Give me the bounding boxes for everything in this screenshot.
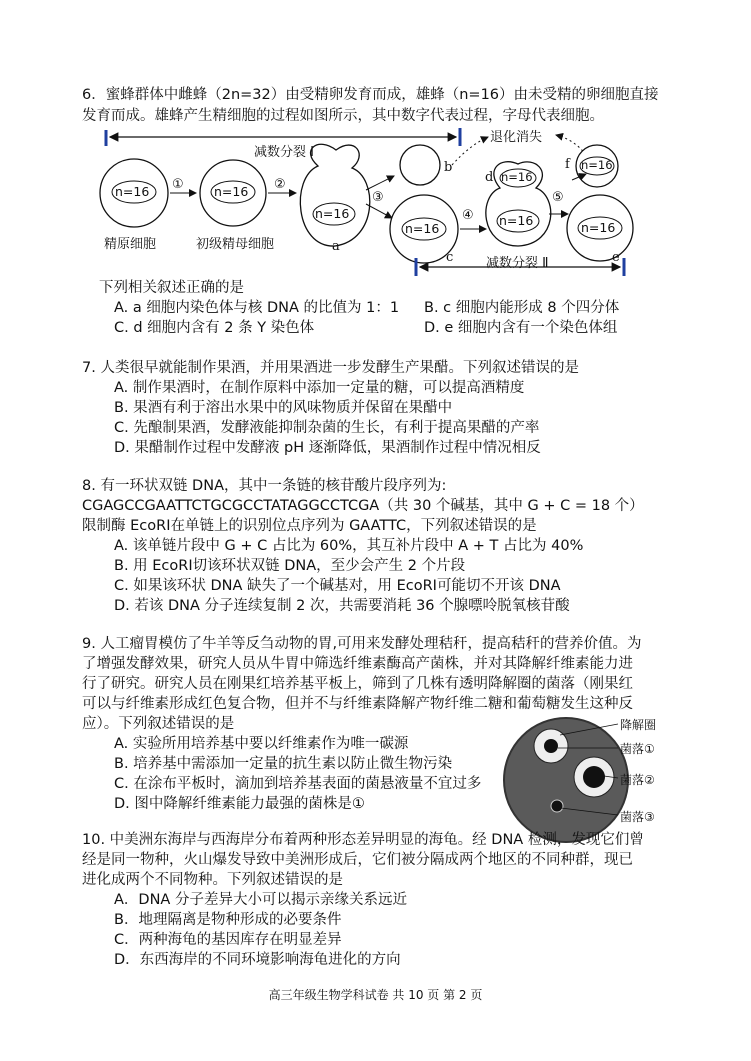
q10-stem-line2: 经是同一物种，火山爆发导致中美洲形成后，它们被分隔成两个地区的不同种群，现已 [82,852,633,868]
q6-option-c: C. d 细胞内含有 2 条 Y 染色体 [114,320,315,336]
q9-stem-line1: 9. 人工瘤胃模仿了牛羊等反刍动物的胃,可用来发酵处理秸秆，提高秸秆的营养价值。为 [82,636,642,652]
cell-label-primary-n: n=16 [214,184,249,199]
degradation-zone-label: 降解圈 [620,718,657,732]
petri-dish-figure [504,718,628,842]
q10-option-c: C．两种海龟的基因库存在明显差异 [114,932,342,948]
q7-stem: 7. 人类很早就能制作果酒，并用果酒进一步发酵生产果醋。下列叙述错误的是 [82,360,579,376]
cell-e-letter: e [612,250,620,265]
cell-label-d-n: n=16 [499,213,534,228]
q10-stem-line3: 进化成两个不同物种。下列叙述错误的是 [82,872,343,888]
q7-option-c: C. 先酿制果酒，发酵液能抑制杂菌的生长，有利于提高果醋的产率 [114,420,540,436]
cell-label-f-n: n=16 [581,158,613,172]
cell-label-d-top-n: n=16 [501,170,533,184]
cell-c-letter: c [446,250,454,265]
q7-option-b: B. 果酒有利于溶出水果中的风味物质并保留在果醋中 [114,400,453,416]
q8-stem-line1: 8. 有一环状双链 DNA，其中一条链的核苷酸片段序列为: [82,478,447,494]
meiosis2-label: 减数分裂 Ⅱ [486,256,549,271]
q6-question: 下列相关叙述正确的是 [99,280,244,296]
cell-d-letter: d [485,170,494,185]
step-1-label: ① [172,177,184,192]
q6-stem-line2: 发育而成。雄蜂产生精细胞的过程如图所示，其中数字代表过程，字母代表细胞。 [82,108,604,124]
cell-label-c-n: n=16 [405,221,440,236]
q10-option-b: B．地理隔离是物种形成的必要条件 [114,912,342,928]
cell-label-e-n: n=16 [581,220,616,235]
q9-option-b: B. 培养基中需添加一定量的抗生素以防止微生物污染 [114,756,453,772]
page-footer: 高三年级生物学科试卷 共 10 页 第 2 页 [268,988,483,1002]
degenerate-label: 退化消失 [490,130,543,145]
cell-a-letter: a [332,239,340,254]
q8-stem-line3: 限制酶 EcoRI在单链上的识别位点序列为 GAATTC，下列叙述错误的是 [82,518,537,534]
q9-option-a: A. 实验所用培养基中要以纤维素作为唯一碳源 [114,736,409,752]
colony-1-label: 菌落① [620,742,655,756]
q9-stem-line4: 可以与纤维素形成红色复合物，但并不与纤维素降解产物纤维二糖和葡萄糖发生这种反 [82,696,633,712]
q10-stem-line1: 10. 中美洲东海岸与西海岸分布着两种形态差异明显的海龟。经 DNA 检测，发现它们曾 [82,832,644,848]
q8-option-a: A. 该单链片段中 G + C 占比为 60%，其互补片段中 A + T 占比为 40% [114,538,584,554]
q8-option-b: B. 用 EcoRI切该环状双链 DNA，至少会产生 2 个片段 [114,558,466,574]
primary-spermatocyte-label: 初级精母细胞 [196,237,275,252]
q10-option-a: A．DNA 分子差异大小可以揭示亲缘关系远近 [114,892,407,908]
step-4-label: ④ [462,208,474,223]
q8-option-c: C. 如果该环状 DNA 缺失了一个碱基对，用 EcoRI可能切不开该 DNA [114,578,561,594]
q6-stem-line1: 6．蜜蜂群体中雌蜂（2n=32）由受精卵发育而成，雄蜂（n=16）由未受精的卵细胞直接 [82,87,659,103]
q6-option-a: A. a 细胞内染色体与核 DNA 的比值为 1：1 [114,300,400,316]
colony-3-label: 菌落③ [620,810,655,824]
cell-label-spermatogonium-n: n=16 [115,184,150,199]
q9-stem-line2: 了增强发酵效果，研究人员从牛胃中筛选纤维素酶高产菌株，并对其降解纤维素能力进 [82,656,633,672]
q10-option-d: D．东西海岸的不同环境影响海龟进化的方向 [114,952,401,968]
q9-option-c: C. 在涂布平板时，滴加到培养基表面的菌悬液量不宜过多 [114,776,482,792]
q9-option-d: D. 图中降解纤维素能力最强的菌株是① [114,796,365,812]
step-3-label: ③ [372,190,384,205]
cell-label-a-n: n=16 [315,206,350,221]
q7-option-d: D. 果醋制作过程中发酵液 pH 逐渐降低，果酒制作过程中情况相反 [114,440,541,456]
colony-2-label: 菌落② [620,773,655,787]
cell-b-letter: b [444,160,453,175]
q6-option-d: D. e 细胞内含有一个染色体组 [424,320,618,336]
q6-option-b: B. c 细胞内能形成 8 个四分体 [424,300,620,316]
step-5-label: ⑤ [552,190,564,205]
spermatogonium-label: 精原细胞 [104,237,157,252]
q8-option-d: D. 若该 DNA 分子连续复制 2 次，共需要消耗 36 个腺嘌呤脱氧核苷酸 [114,598,570,614]
meiosis1-label: 减数分裂 I [254,145,314,160]
q8-stem-line2: CGAGCCGAATTCTGCGCCTATAGGCCTCGA（共 30 个碱基，其中 G + C = 18 个） [82,498,644,514]
cell-f-letter: f [565,157,570,172]
step-2-label: ② [274,177,286,192]
q9-stem-line3: 行了研究。研究人员在刚果红培养基平板上，筛到了几株有透明降解圈的菌落（刚果红 [82,676,633,692]
q9-stem-line5: 应）。下列叙述错误的是 [82,716,235,732]
cell-b [400,145,440,185]
q7-option-a: A. 制作果酒时，在制作原料中添加一定量的糖，可以提高酒精度 [114,380,525,396]
